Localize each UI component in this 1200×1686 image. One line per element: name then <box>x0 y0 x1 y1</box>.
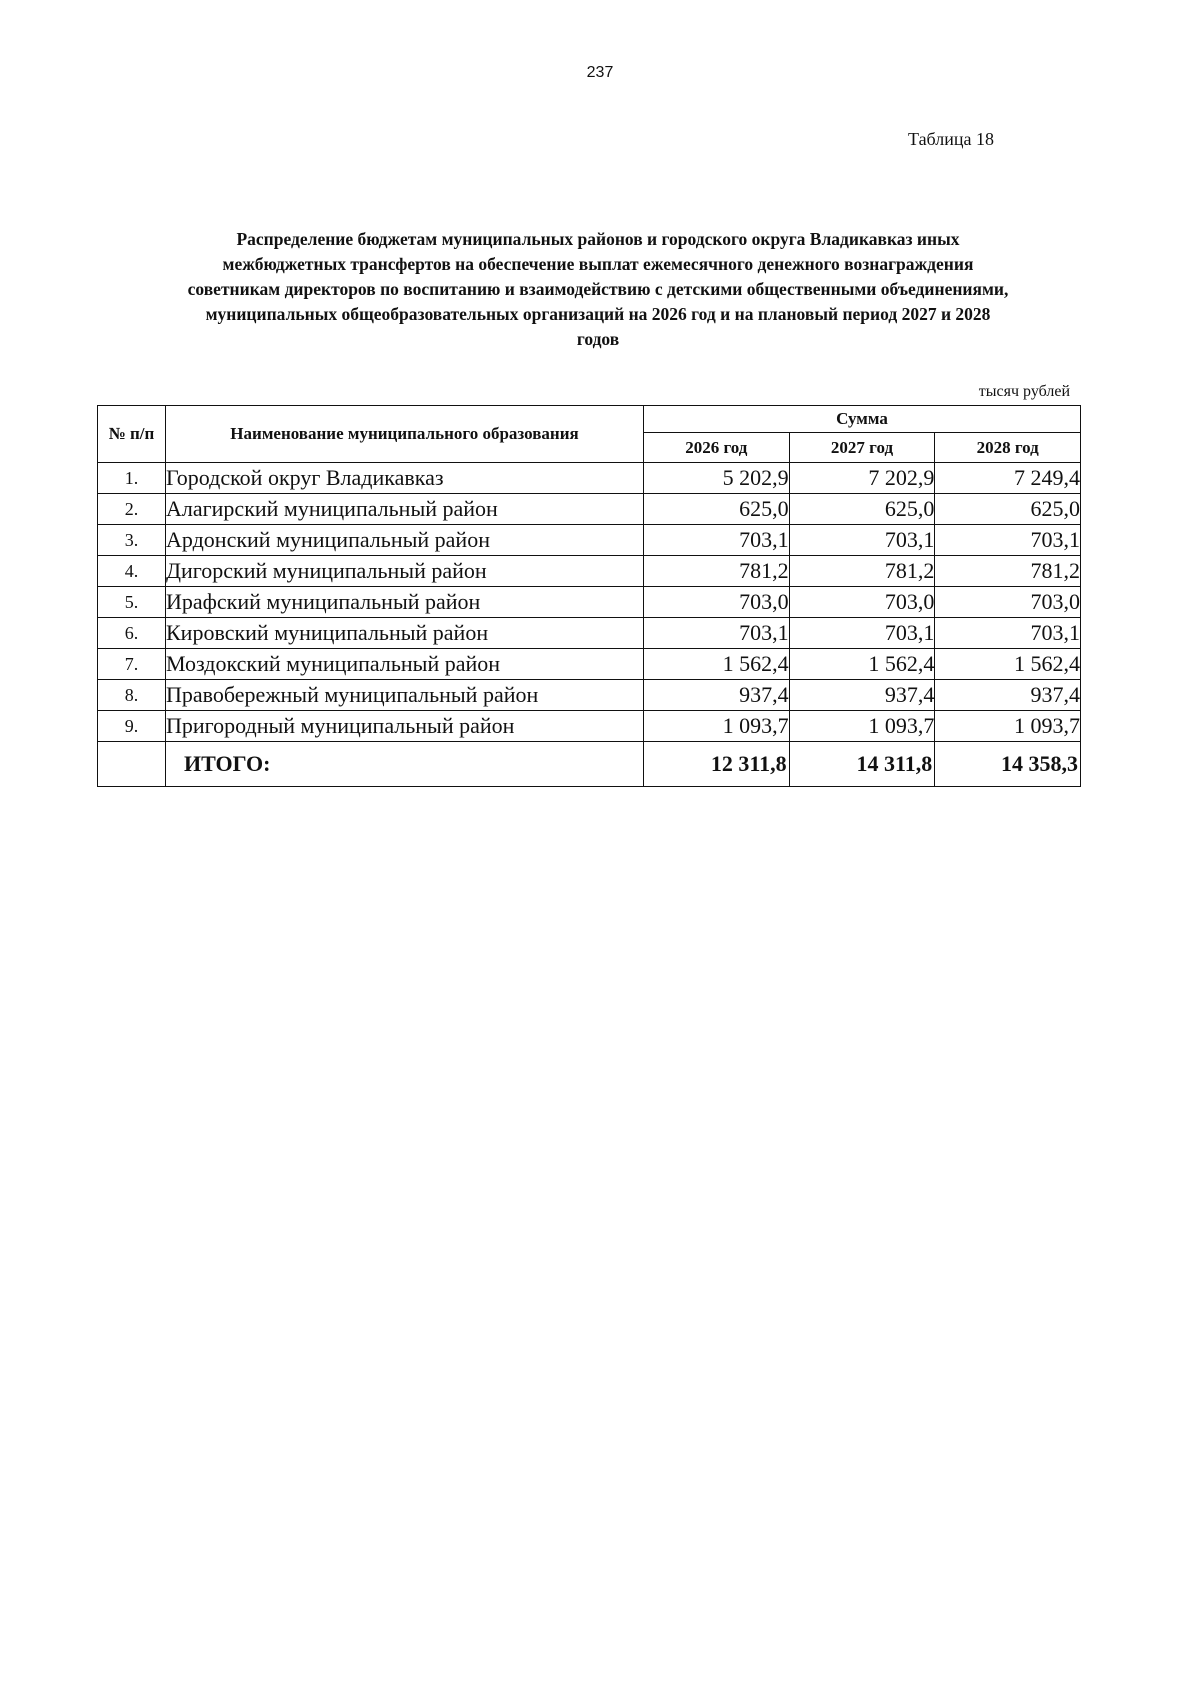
row-name: Городской округ Владикавказ <box>166 463 644 494</box>
row-number: 7. <box>98 649 166 680</box>
row-value-2028: 937,4 <box>935 680 1081 711</box>
row-value-2026: 703,1 <box>644 525 790 556</box>
table-row <box>98 525 1081 556</box>
table-row <box>98 587 1081 618</box>
row-value-2028: 781,2 <box>935 556 1081 587</box>
total-number-cell <box>98 742 166 787</box>
total-row <box>98 742 1081 787</box>
row-name: Пригородный муниципальный район <box>166 711 644 742</box>
row-name: Правобережный муниципальный район <box>166 680 644 711</box>
table-row <box>98 494 1081 525</box>
row-value-2027: 703,0 <box>789 587 935 618</box>
table-row <box>98 680 1081 711</box>
row-name: Ирафский муниципальный район <box>166 587 644 618</box>
row-value-2027: 703,1 <box>789 618 935 649</box>
row-value-2026: 1 093,7 <box>644 711 790 742</box>
header-year-2028: 2028 год <box>935 433 1081 463</box>
table-body <box>98 463 1081 787</box>
row-value-2026: 937,4 <box>644 680 790 711</box>
row-number: 4. <box>98 556 166 587</box>
row-name: Ардонский муниципальный район <box>166 525 644 556</box>
row-number: 3. <box>98 525 166 556</box>
units-label: тысяч рублей <box>978 383 1070 400</box>
title-line: годов <box>576 329 620 349</box>
row-value-2027: 703,1 <box>789 525 935 556</box>
row-value-2026: 1 562,4 <box>644 649 790 680</box>
table-row <box>98 649 1081 680</box>
title-line: Распределение бюджетам муниципальных районов и городского округа Владикавказ иных <box>236 229 960 249</box>
title-line: советникам директоров по воспитанию и взаимодействию с детскими общественными объединениями, <box>187 279 1009 299</box>
table-row <box>98 711 1081 742</box>
header-number: № п/п <box>98 406 166 463</box>
header-sum: Сумма <box>644 406 1081 433</box>
total-label: ИТОГО: <box>166 742 644 787</box>
page-number: 237 <box>586 64 614 81</box>
table-label: Таблица 18 <box>908 129 994 149</box>
row-number: 2. <box>98 494 166 525</box>
row-value-2026: 781,2 <box>644 556 790 587</box>
row-value-2028: 7 249,4 <box>935 463 1081 494</box>
table-row <box>98 463 1081 494</box>
row-value-2026: 5 202,9 <box>644 463 790 494</box>
row-number: 5. <box>98 587 166 618</box>
row-value-2027: 1 093,7 <box>789 711 935 742</box>
row-value-2028: 1 093,7 <box>935 711 1081 742</box>
row-name: Кировский муниципальный район <box>166 618 644 649</box>
row-value-2027: 1 562,4 <box>789 649 935 680</box>
header-year-2026: 2026 год <box>644 433 790 463</box>
row-number: 6. <box>98 618 166 649</box>
row-number: 8. <box>98 680 166 711</box>
row-name: Дигорский муниципальный район <box>166 556 644 587</box>
row-value-2026: 703,0 <box>644 587 790 618</box>
total-value-2027: 14 311,8 <box>789 742 935 787</box>
header-year-2027: 2027 год <box>789 433 935 463</box>
table-header <box>98 406 1081 463</box>
row-value-2027: 7 202,9 <box>789 463 935 494</box>
title-line: муниципальных общеобразовательных организаций на 2026 год и на плановый период 2027 и 2028 <box>205 304 991 324</box>
row-name: Моздокский муниципальный район <box>166 649 644 680</box>
row-value-2027: 625,0 <box>789 494 935 525</box>
title-line: межбюджетных трансфертов на обеспечение выплат ежемесячного денежного вознаграждения <box>222 254 974 274</box>
row-value-2027: 937,4 <box>789 680 935 711</box>
row-value-2028: 703,1 <box>935 618 1081 649</box>
header-name: Наименование муниципального образования <box>166 406 644 463</box>
row-value-2026: 703,1 <box>644 618 790 649</box>
row-value-2028: 703,0 <box>935 587 1081 618</box>
row-value-2027: 781,2 <box>789 556 935 587</box>
distribution-table <box>97 405 1081 787</box>
row-number: 9. <box>98 711 166 742</box>
row-value-2028: 1 562,4 <box>935 649 1081 680</box>
row-value-2026: 625,0 <box>644 494 790 525</box>
row-value-2028: 625,0 <box>935 494 1081 525</box>
row-value-2028: 703,1 <box>935 525 1081 556</box>
total-value-2028: 14 358,3 <box>935 742 1081 787</box>
row-name: Алагирский муниципальный район <box>166 494 644 525</box>
table-row <box>98 556 1081 587</box>
table-row <box>98 618 1081 649</box>
document-title <box>98 227 1098 352</box>
header-row <box>98 406 1081 433</box>
total-value-2026: 12 311,8 <box>644 742 790 787</box>
row-number: 1. <box>98 463 166 494</box>
